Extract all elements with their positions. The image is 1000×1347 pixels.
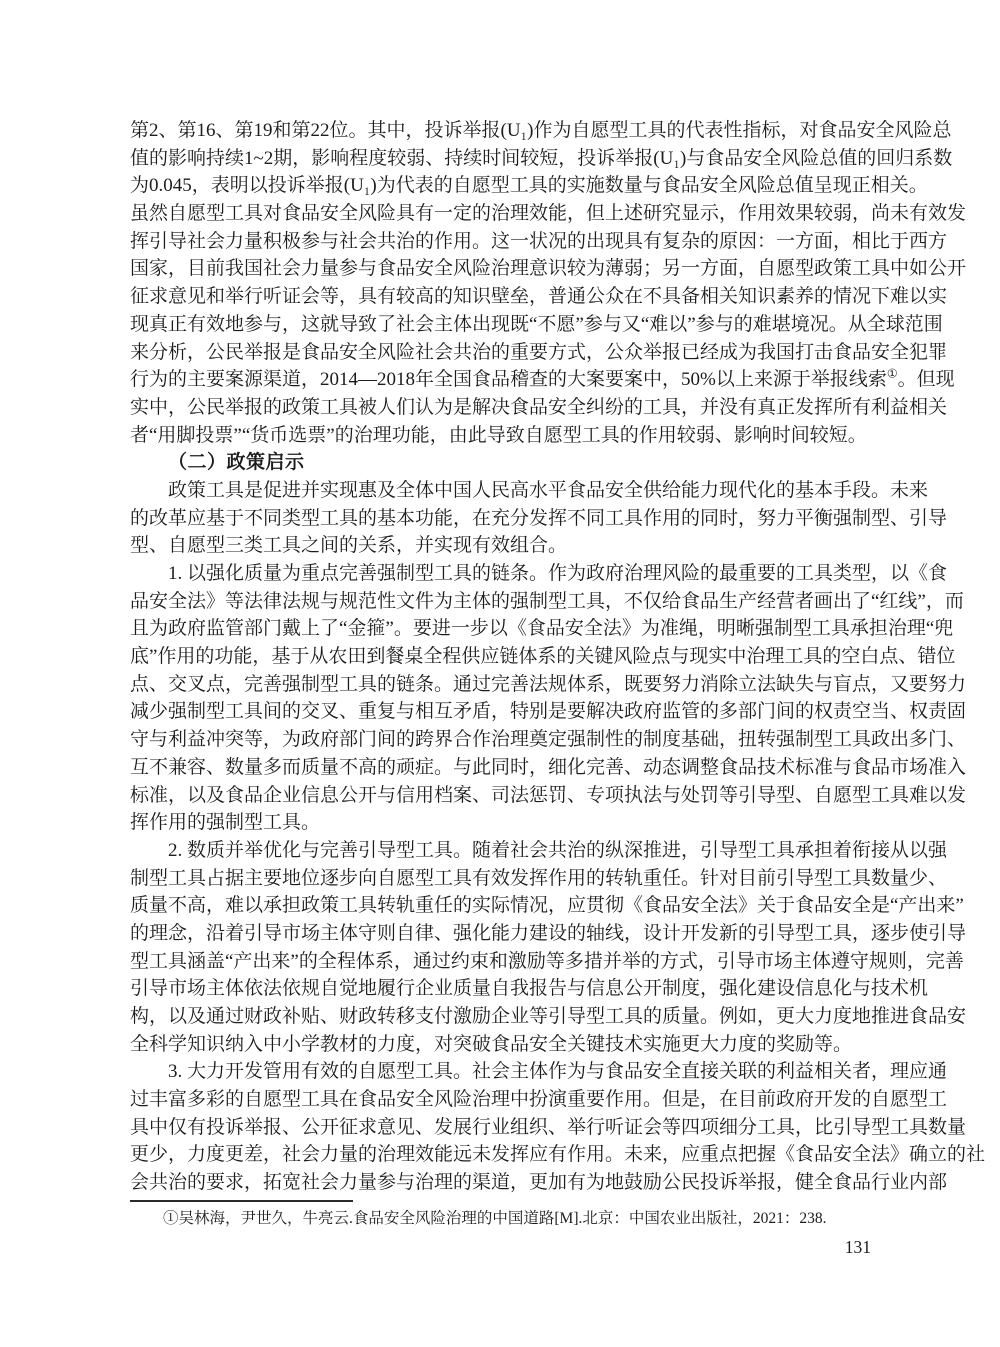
body-line: 会共治的要求，拓宽社会力量参与治理的渠道，更加有为地鼓励公民投诉举报，健全食品行业内部 [130,1172,948,1194]
body-line: 3. 大力开发管用有效的自愿型工具。社会主体作为与食品安全直接关联的利益相关者，理应通 [168,1061,948,1083]
body-line: 具中仅有投诉举报、公开征求意见、发展行业组织、举行听证会等四项细分工具，比引导型工具数量 [130,1116,967,1138]
body-line: 互不兼容、数量多而质量不高的顽症。与此同时，细化完善、动态调整食品技术标准与食品市场准入 [130,756,967,778]
body-line: 现真正有效地参与，这就导致了社会主体出现既“不愿”参与又“难以”参与的难堪境况。从全球范围 [130,313,943,335]
body-line: 型工具涵盖“产出来”的全程体系，通过约束和激励等多措并举的方式，引导市场主体遵守规则，完善 [130,950,964,972]
body-line: 者“用脚投票”“货币选票”的治理功能，由此导致自愿型工具的作用较弱、影响时间较短。 [130,424,867,446]
body-line: 值的影响持续1~2期，影响程度较弱、持续时间较短，投诉举报(U₁)与食品安全风险总值的回归系数 [130,147,953,169]
body-line: 的改革应基于不同类型工具的基本功能，在充分发挥不同工具作用的同时，努力平衡强制型、引导 [130,507,948,529]
body-line: 更少，力度更差，社会力量的治理效能远未发挥应有作用。未来，应重点把握《食品安全法》确立的社 [130,1144,986,1166]
body-line: 点、交叉点，完善强制型工具的链条。通过完善法规体系，既要努力消除立法缺失与盲点，又要努力 [130,673,967,695]
body-line: 为0.045，表明以投诉举报(U₁)为代表的自愿型工具的实施数量与食品安全风险总值呈现正相关。 [130,175,928,197]
page-number: 131 [844,1237,871,1257]
footnote: ①吴林海，尹世久，牛亮云.食品安全风险治理的中国道路[M].北京：中国农业出版社，2021：238. [163,1210,827,1227]
body-line: 守与利益冲突等，为政府部门间的跨界合作治理奠定强制性的制度基础，扭转强制型工具政出多门、 [130,729,967,751]
body-line: 全科学知识纳入中小学教材的力度，对突破食品安全关键技术实施更大力度的奖励等。 [130,1033,853,1055]
body-line: 制型工具占据主要地位逐步向自愿型工具有效发挥作用的转轨重任。针对目前引导型工具数量少、 [130,867,948,889]
body-line: 国家，目前我国社会力量参与食品安全风险治理意识较为薄弱；另一方面，自愿型政策工具中如公开 [130,258,967,280]
body-line: 引导市场主体依法依规自觉地履行企业质量自我报告与信息公开制度，强化建设信息化与技术机 [130,978,929,1000]
body-line: 减少强制型工具间的交叉、重复与相互矛盾，特别是要解决政府监管的多部门间的权责空当、权责固 [130,701,967,723]
body-line: 2. 数质并举优化与完善引导型工具。随着社会共治的纵深推进，引导型工具承担着衔接从以强 [168,839,948,861]
body-line: 品安全法》等法律法规与规范性文件为主体的强制型工具，不仅给食品生产经营者画出了“红线”，而 [130,590,964,612]
body-line: 过丰富多彩的自愿型工具在食品安全风险治理中扮演重要作用。但是，在目前政府开发的自愿型工 [130,1089,948,1111]
body-line: 型、自愿型三类工具之间的关系，并实现有效组合。 [130,535,568,557]
body-line: 1. 以强化质量为重点完善强制型工具的链条。作为政府治理风险的最重要的工具类型，以《食 [168,563,948,584]
body-line: 政策工具是促进并实现惠及全体中国人民高水平食品安全供给能力现代化的基本手段。未来 [168,479,929,501]
body-line: 第2、第16、第19和第22位。其中，投诉举报(U₁)作为自愿型工具的代表性指标，对食品安全风险总 [130,120,952,141]
body-line: 来分析，公民举报是食品安全风险社会共治的重要方式，公众举报已经成为我国打击食品安全犯罪 [130,341,948,363]
body-line: 的理念，沿着引导市场主体守则自律、强化能力建设的轴线，设计开发新的引导型工具，逐步使引导 [130,922,967,944]
body-line: 挥作用的强制型工具。 [130,812,321,834]
body-line: 实中，公民举报的政策工具被人们认为是解决食品安全纠纷的工具，并没有真正发挥所有利益相关 [130,396,948,418]
body-line: 征求意见和举行听证会等，具有较高的知识壁垒，普通公众在不具备相关知识素养的情况下难以实 [130,286,948,308]
footnote-separator-rule [130,1200,353,1202]
body-line: 构，以及通过财政补贴、财政转移支付激励企业等引导型工具的质量。例如，更大力度地推进食品安 [130,1006,967,1027]
body-text-block [130,117,986,1197]
body-line: 底”作用的功能，基于从农田到餐桌全程供应链体系的关键风险点与现实中治理工具的空白点、错位 [130,646,956,668]
section-heading: （二）政策启示 [168,452,305,474]
body-line: 虽然自愿型工具对食品安全风险具有一定的治理效能，但上述研究显示，作用效果较弱，尚未有效发 [130,203,967,225]
body-line: 挥引导社会力量积极参与社会共治的作用。这一状况的出现具有复杂的原因：一方面，相比于西方 [130,230,948,252]
body-line: 行为的主要案源渠道，2014—2018年全国食品稽查的大案要案中，50%以上来源于举报线索①。但现 [130,366,955,391]
footnote-ref-marker: ① [886,366,898,381]
body-line: 标准，以及食品企业信息公开与信用档案、司法惩罚、专项执法与处罚等引导型、自愿型工具难以发 [130,784,967,806]
body-line: 且为政府监管部门戴上了“金箍”。要进一步以《食品安全法》为准绳，明晰强制型工具承担治理“兜 [130,618,954,640]
body-line: 质量不高，难以承担政策工具转轨重任的实际情况，应贯彻《食品安全法》关于食品安全是“产出来” [130,895,964,917]
